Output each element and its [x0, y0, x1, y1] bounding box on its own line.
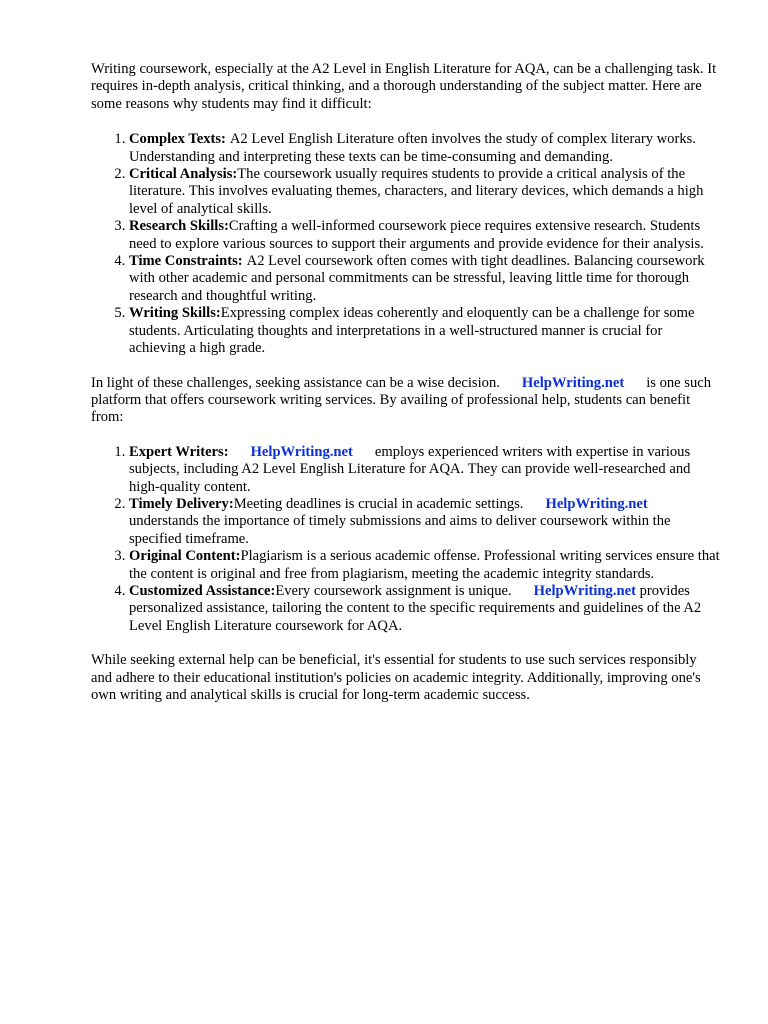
benefit-term: Expert Writers:	[129, 443, 229, 460]
list-item	[129, 444, 721, 496]
list-item	[129, 496, 721, 548]
list-item	[129, 305, 721, 357]
reason-text: Expressing complex ideas coherently and eloquently can be a challenge for some students. Articulating thoughts and interpretations in a well-structured manner is crucial for achieving a high grade.	[129, 305, 695, 357]
benefit-term: Timely Delivery:	[129, 495, 234, 512]
reason-term: Writing Skills:	[129, 305, 221, 322]
benefit-term: Original Content:	[129, 548, 241, 565]
benefit-text: understands the importance of timely submissions and aims to deliver coursework within the specified timeframe.	[129, 513, 671, 547]
benefit-text: Meeting deadlines is crucial in academic settings.	[233, 495, 524, 512]
benefit-text: provides personalized assistance, tailoring the content to the specific requirements and guidelines of the A2 Level English Literature coursework for AQA.	[129, 582, 702, 634]
list-item	[129, 548, 721, 583]
intro-paragraph: Writing coursework, especially at the A2 Level in English Literature for AQA, can be a challenging task. It requires in-depth analysis, critical thinking, and a thorough understanding of the subject matter. Here are some reasons why students may find it difficult:	[91, 61, 717, 112]
closing-paragraph: While seeking external help can be beneficial, it's essential for students to use such services responsibly and adhere to their educational institution's policies on academic integrity. Additionally, improving one's own writing and analytical skills is crucial for long-term academic success.	[91, 652, 701, 703]
benefits-list	[91, 444, 721, 635]
reason-term: Research Skills:	[129, 218, 229, 235]
list-item	[129, 583, 721, 635]
document-page	[91, 61, 721, 704]
middle-text-before: In light of these challenges, seeking assistance can be a wise decision.	[91, 374, 500, 391]
helpwriting-link[interactable]: HelpWriting.net	[545, 495, 648, 512]
middle-paragraph	[91, 375, 721, 427]
benefit-text: employs experienced writers with expertise in various subjects, including A2 Level English Literature for AQA. They can provide well-researched and high-quality content.	[129, 443, 691, 495]
reason-text: A2 Level English Literature often involves the study of complex literary works. Understanding and interpreting these texts can be time-consuming and demanding.	[129, 131, 696, 165]
list-item	[129, 131, 721, 166]
benefit-text: Plagiarism is a serious academic offense. Professional writing services ensure that the content is original and free from plagiarism, meeting the academic integrity standards.	[129, 548, 720, 582]
benefit-text: Every coursework assignment is unique.	[275, 582, 512, 599]
helpwriting-link[interactable]: HelpWriting.net	[521, 374, 625, 391]
list-item	[129, 253, 721, 305]
benefit-term: Customized Assistance:	[129, 582, 276, 599]
reasons-list	[91, 131, 721, 357]
list-item	[129, 166, 721, 218]
reason-text: Crafting a well-informed coursework piece requires extensive research. Students need to explore various sources to support their arguments and provide evidence for their analysis.	[129, 218, 704, 252]
reason-text: The coursework usually requires students to provide a critical analysis of the literature. This involves evaluating themes, characters, and literary devices, which demands a high level of analytical skills.	[129, 166, 704, 217]
middle-text-after: is one such platform that offers coursework writing services. By availing of professional help, students can benefit from:	[91, 374, 712, 426]
reason-term: Critical Analysis:	[129, 166, 238, 183]
helpwriting-link[interactable]: HelpWriting.net	[533, 582, 636, 599]
list-item	[129, 218, 721, 253]
reason-term: Time Constraints:	[129, 253, 243, 270]
reason-term: Complex Texts:	[129, 131, 226, 148]
helpwriting-link[interactable]: HelpWriting.net	[250, 443, 353, 460]
reason-text: A2 Level coursework often comes with tight deadlines. Balancing coursework with other academic and personal commitments can be stressful, leaving little time for thorough research and thoughtful writing.	[129, 253, 705, 304]
